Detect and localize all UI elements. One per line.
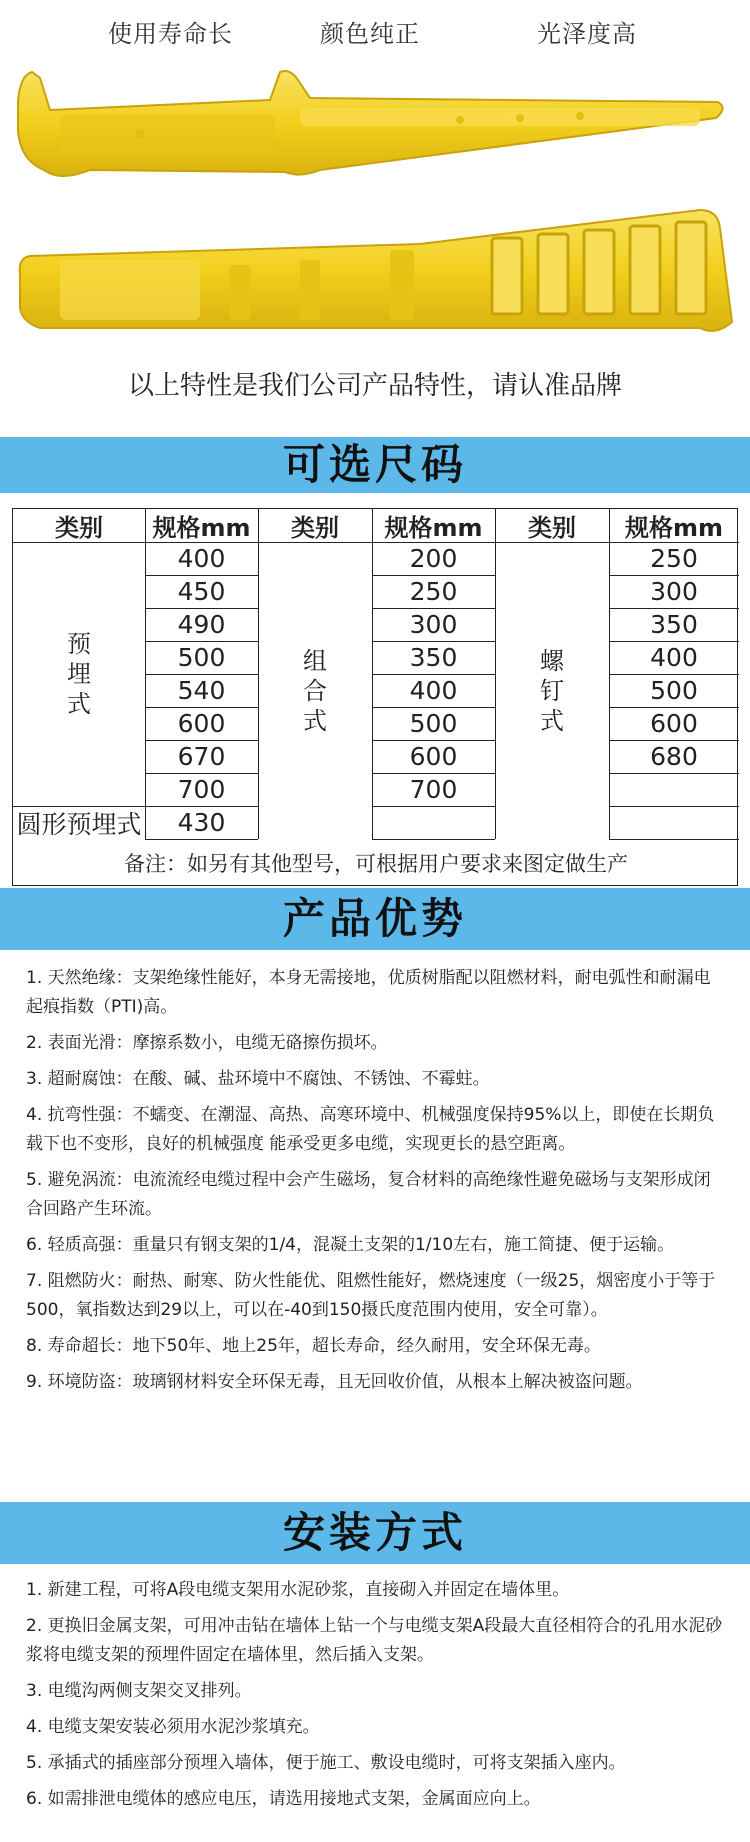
size-value-cell: 680 (650, 742, 698, 771)
size-value-cell: 400 (650, 643, 698, 672)
size-value-cell: 670 (177, 742, 226, 771)
table-rule (13, 806, 145, 807)
size-value-cell: 500 (650, 676, 698, 705)
size-value-cell: 250 (409, 577, 458, 606)
category-cell: 预 埋 式 (67, 630, 91, 718)
table-rule (145, 509, 146, 839)
category-cell: 螺 钉 式 (540, 646, 564, 735)
table-header: 规格mm (384, 514, 483, 542)
list-item: 5. 承插式的插座部分预埋入墙体，便于施工、敷设电缆时，可将支架插入座内。 (26, 1753, 626, 1773)
size-value-cell: 300 (409, 610, 458, 639)
size-value-cell: 450 (177, 577, 226, 606)
table-rule (258, 509, 259, 839)
list-item: 1. 天然绝缘：支架绝缘性能好，本身无需接地，优质树脂配以阻燃材料，耐电弧性和耐漏电起痕指数（PTI)高。 (26, 968, 711, 1017)
size-value-cell (609, 773, 739, 806)
list-item: 3. 超耐腐蚀：在酸、碱、盐环境中不腐蚀、不锈蚀、不霉蛀。 (26, 1069, 490, 1089)
table-header: 规格mm (152, 514, 251, 542)
category-cell: 组 合 式 (303, 646, 327, 735)
table-rule (609, 509, 610, 839)
size-value-cell: 350 (409, 643, 458, 672)
list-item: 3. 电缆沟两侧支架交叉排列。 (26, 1681, 252, 1701)
feature-labels (0, 14, 750, 50)
size-value-cell: 200 (409, 544, 458, 573)
size-value-cell: 600 (409, 742, 458, 771)
size-value-cell: 500 (409, 709, 458, 738)
list-item: 4. 抗弯性强：不蠕变、在潮湿、高热、高寒环境中、机械强度保持95%以上，即使在长期负载下也不变形，良好的机械强度 能承受更多电缆，实现更长的悬空距离。 (26, 1105, 715, 1154)
feature-label: 光泽度高 (537, 20, 637, 48)
section-title-sizes: 可选尺码 (0, 437, 750, 493)
list-item: 7. 阻燃防火：耐热、耐寒、防火性能优、阻燃性能好，燃烧速度（一级25，烟密度小于等于500，氧指数达到29以上，可以在-40到150摄氏度范围内使用，安全可靠）。 (26, 1271, 716, 1320)
brand-claim: 以上特性是我们公司产品特性，请认准品牌 (127, 371, 622, 401)
table-note: 备注：如另有其他型号，可根据用户要求来图定做生产 (124, 852, 628, 876)
size-value-cell: 600 (177, 709, 226, 738)
section-title-installation: 安装方式 (0, 1502, 750, 1564)
category-cell: 圆形预埋式 (16, 809, 142, 839)
size-value-cell: 700 (177, 775, 226, 804)
list-item: 8. 寿命超长：地下50年、地上25年，超长寿命，经久耐用，安全环保无毒。 (26, 1336, 601, 1356)
list-item: 2. 更换旧金属支架，可用冲击钻在墙体上钻一个与电缆支架A段最大直径相符合的孔用水泥砂浆将电缆支架的预埋件固定在墙体里，然后插入支架。 (26, 1616, 723, 1665)
size-value-cell: 600 (650, 709, 698, 738)
table-header: 类别 (291, 514, 339, 542)
size-value-cell: 400 (409, 676, 458, 705)
size-value-cell: 500 (177, 643, 226, 672)
table-rule (372, 509, 373, 839)
size-value-cell (372, 806, 495, 839)
size-value-cell: 700 (409, 775, 458, 804)
list-item: 5. 避免涡流：电流流经电缆过程中会产生磁场，复合材料的高绝缘性避免磁场与支架形成闭合回路产生环流。 (26, 1170, 711, 1219)
list-item: 2. 表面光滑：摩擦系数小，电缆无硌擦伤损坏。 (26, 1033, 388, 1053)
section-title-advantages: 产品优势 (0, 888, 750, 950)
table-header: 规格mm (624, 514, 723, 542)
installation-list (26, 1576, 726, 1821)
size-value-cell: 490 (177, 610, 226, 639)
list-item: 1. 新建工程，可将A段电缆支架用水泥砂浆，直接砌入并固定在墙体里。 (26, 1580, 570, 1600)
size-value-cell: 300 (650, 577, 698, 606)
size-value-cell: 430 (177, 808, 226, 837)
size-value-cell: 350 (650, 610, 698, 639)
list-item: 6. 如需排泄电缆体的感应电压，请选用接地式支架，金属面应向上。 (26, 1789, 541, 1809)
list-item: 9. 环境防盗：玻璃钢材料安全环保无毒，且无回收价值，从根本上解决被盗问题。 (26, 1372, 643, 1392)
size-value-cell: 250 (650, 544, 698, 573)
list-item: 6. 轻质高强：重量只有钢支架的1/4，混凝土支架的1/10左右，施工简捷、便于运输。 (26, 1235, 675, 1255)
size-table (12, 508, 738, 886)
size-value-cell: 540 (177, 676, 226, 705)
table-header: 类别 (55, 514, 103, 542)
advantages-list (26, 964, 726, 1404)
feature-label: 颜色纯正 (320, 20, 420, 48)
feature-label: 使用寿命长 (108, 20, 233, 48)
size-value-cell: 400 (177, 544, 226, 573)
cable-bracket-image (0, 60, 750, 350)
size-value-cell (609, 806, 739, 839)
table-header: 类别 (528, 514, 576, 542)
table-rule (495, 509, 496, 839)
list-item: 4. 电缆支架安装必须用水泥沙浆填充。 (26, 1717, 320, 1737)
